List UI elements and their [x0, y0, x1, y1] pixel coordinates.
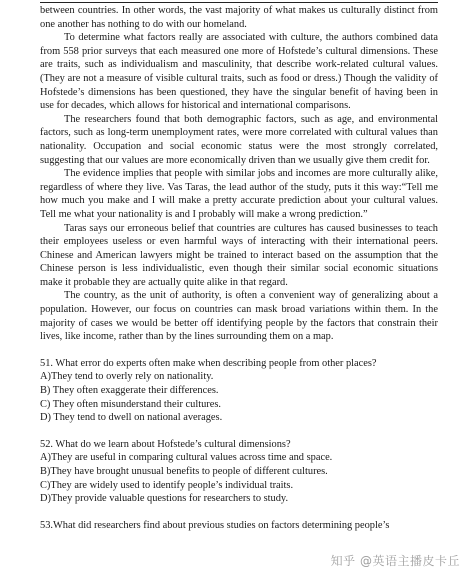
option-d: D) They tend to dwell on national averages. [40, 412, 223, 424]
question-stem: 51. What error do experts often make when describing people from other places? [40, 357, 377, 369]
top-rule [40, 2, 438, 3]
paragraph-1: between countries. In other words, the vast majority of what makes us culturally distinct from one another has nothing to do with our homeland. [40, 5, 438, 30]
option-a: A)They tend to overly rely on nationality. [40, 371, 214, 383]
option-c: C) They often misunderstand their cultures. [40, 398, 222, 410]
question-52 [40, 438, 438, 506]
paragraph-6: The country, as the unit of authority, is often a convenient way of generalizing about a population. However, our focus on countries can mask broad variations within them. In the majority of cases we would be better off identifying people by the factors that constrain their lives, like income, rather than by the lines surrounding them on a map. [40, 290, 438, 343]
question-51 [40, 357, 438, 425]
paragraph-3: The researchers found that both demographic factors, such as age, and environmental factors, such as long-term unemployment rates, were more correlated with cultural values than nationality. Occupation and social economic status were the most strongly correlated, suggesting that our values are more economically driven than we usually give them credit for. [40, 113, 438, 166]
option-a: A)They are useful in comparing cultural values across time and space. [40, 452, 333, 464]
option-d: D)They provide valuable questions for researchers to study. [40, 493, 289, 505]
paragraph-5: Taras says our erroneous belief that countries are cultures has caused businesses to teach their employees useless or even harmful ways of interacting with their international peers. Chinese and American lawyers might be trained to interact based on the assumption that the Chinese person is less individualistic, even though their similar social economic situations make it probable they are actually quite alike in that regard. [40, 222, 438, 288]
option-b: B) They often exaggerate their differences. [40, 385, 219, 397]
paragraph-2: To determine what factors really are associated with culture, the authors combined data from 558 prior surveys that each measured one more of Hofstede’s cultural dimensions. These are traits, such as individualism and masculinity, that describe work-related cultural values. (They are not a measure of visible cultural traits, such as food or dress.) Though the validity of Hofstede’s dimensions has been questioned, they have the singular benefit of having been in use for decades, which allows for historical and international comparisons. [40, 32, 438, 112]
question-stem: 53.What did researchers find about previous studies on factors determining people’s [40, 519, 390, 531]
option-b: B)They have brought unusual benefits to people of different cultures. [40, 466, 328, 477]
option-c: C)They are widely used to identify people’s individual traits. [40, 479, 294, 491]
document-content [40, 4, 438, 532]
question-stem: 52. What do we learn about Hofstede’s cultural dimensions? [40, 438, 291, 450]
question-53 [40, 519, 438, 533]
watermark: 知乎 @英语主播皮卡丘 [330, 554, 460, 568]
paragraph-4: The evidence implies that people with similar jobs and incomes are more culturally alike, regardless of where they live. Vas Taras, the lead author of the study, puts it this way:“Tell me how much you make and I will make a pretty accurate prediction about your cultural values. Tell me what your nationality is and I probably will make a wrong prediction.” [40, 168, 438, 220]
